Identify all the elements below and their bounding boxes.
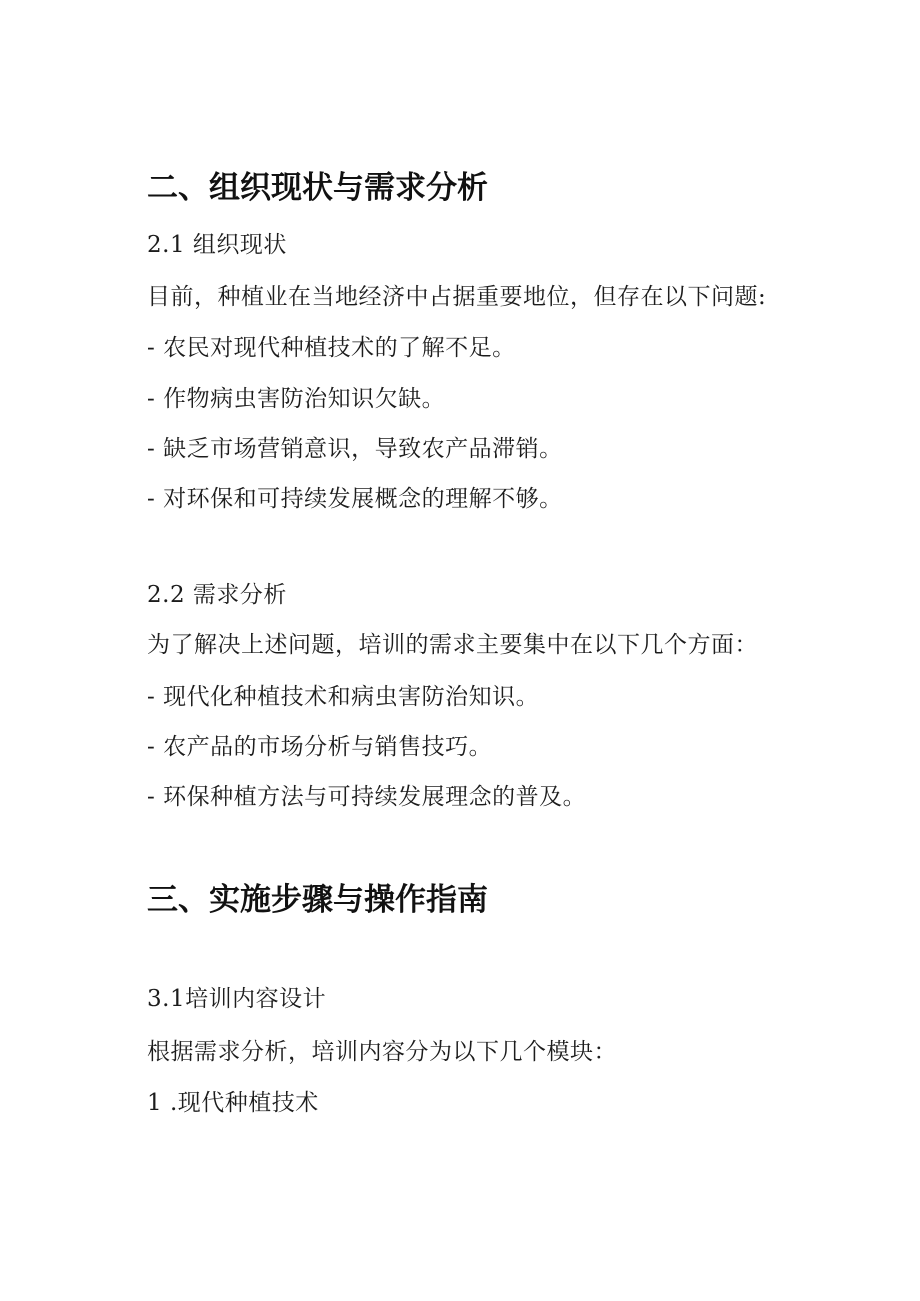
subsection-2-2-title: 2.2 需求分析	[147, 582, 287, 608]
list-item: - 现代化种植技术和病虫害防治知识。	[147, 684, 540, 710]
list-item: - 农民对现代种植技术的了解不足。	[147, 335, 516, 361]
list-item: - 环保种植方法与可持续发展理念的普及。	[147, 784, 587, 810]
section-2-heading: 二、组织现状与需求分析	[147, 170, 488, 206]
subsection-3-1-title: 3.1培训内容设计	[147, 986, 327, 1012]
section-3-heading: 三、实施步骤与操作指南	[147, 882, 488, 918]
list-item: - 对环保和可持续发展概念的理解不够。	[147, 486, 563, 512]
list-item: - 农产品的市场分析与销售技巧。	[147, 734, 493, 760]
list-item: - 缺乏市场营销意识，导致农产品滞销。	[147, 436, 563, 462]
list-item: - 作物病虫害防治知识欠缺。	[147, 386, 446, 412]
list-item: 1 .现代种植技术	[147, 1090, 319, 1116]
subsection-3-1-intro: 根据需求分析，培训内容分为以下几个模块：	[147, 1039, 617, 1065]
subsection-2-2-intro: 为了解决上述问题，培训的需求主要集中在以下几个方面：	[147, 632, 758, 658]
subsection-2-1-title: 2.1 组织现状	[147, 232, 287, 258]
subsection-2-1-intro: 目前，种植业在当地经济中占据重要地位，但存在以下问题:	[147, 284, 767, 310]
